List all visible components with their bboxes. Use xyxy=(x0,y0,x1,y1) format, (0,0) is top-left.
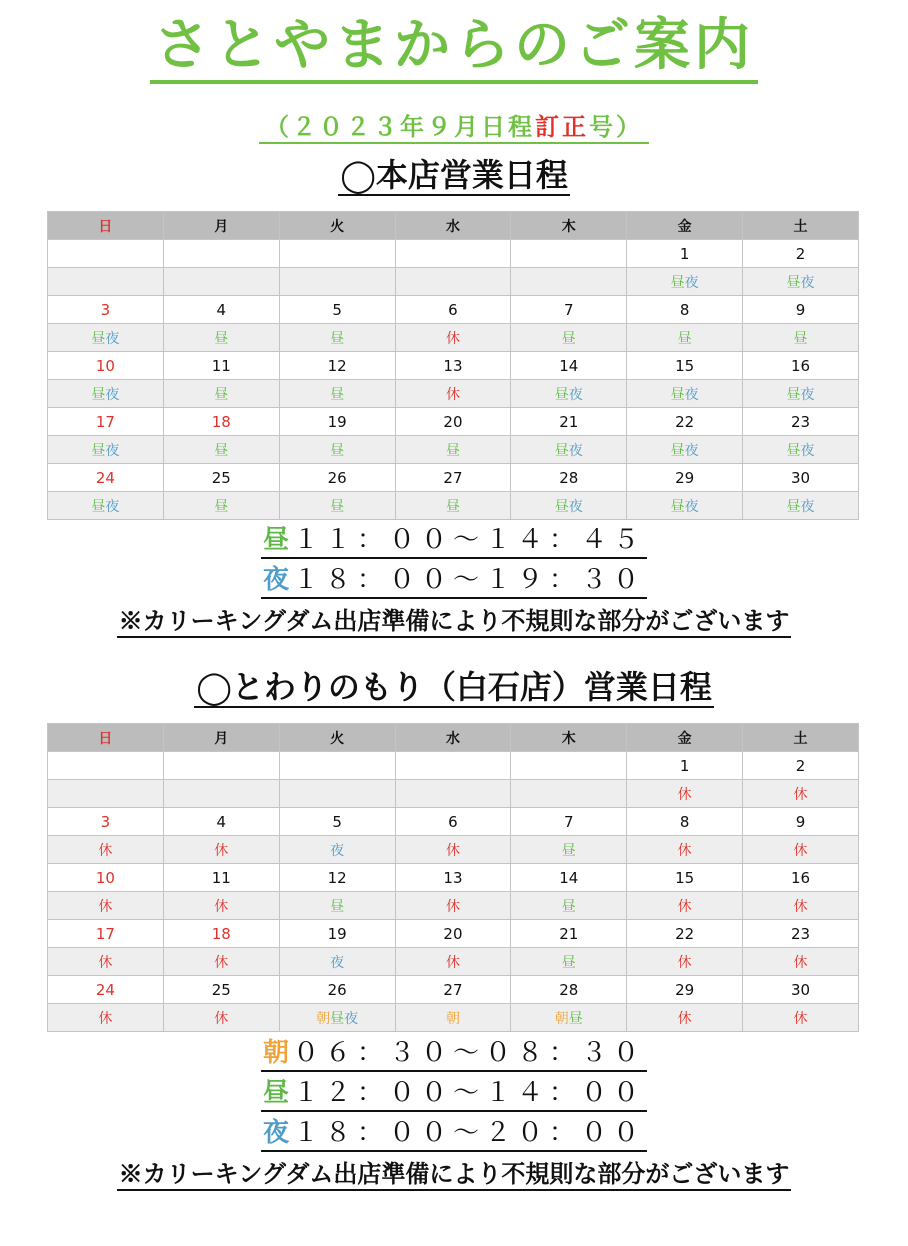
date-cell xyxy=(279,752,395,780)
status-char: 昼 xyxy=(91,498,106,515)
date-cell: 4 xyxy=(163,808,279,836)
hours-label: 昼 xyxy=(262,1078,289,1108)
status-cell xyxy=(163,380,279,408)
status-cell xyxy=(511,1004,627,1032)
date-cell: 24 xyxy=(48,464,164,492)
status-char: 休 xyxy=(98,898,113,915)
status-cell xyxy=(163,948,279,976)
status-char: 昼 xyxy=(793,330,808,347)
date-cell: 22 xyxy=(627,408,743,436)
status-cell xyxy=(627,492,743,520)
date-cell: 5 xyxy=(279,296,395,324)
status-char: 昼 xyxy=(670,274,685,291)
date-cell: 13 xyxy=(395,352,511,380)
status-cell xyxy=(163,492,279,520)
status-cell xyxy=(163,892,279,920)
status-char: 夜 xyxy=(684,274,699,291)
status-char: 昼 xyxy=(91,442,106,459)
status-char: 休 xyxy=(793,786,808,803)
weekday-header: 日 xyxy=(48,212,164,240)
status-char: 夜 xyxy=(568,498,583,515)
date-cell: 3 xyxy=(48,808,164,836)
date-cell: 6 xyxy=(395,296,511,324)
date-cell: 19 xyxy=(279,408,395,436)
hours-line xyxy=(261,1076,647,1112)
status-cell xyxy=(48,1004,164,1032)
shiroishi-store-hours xyxy=(0,1036,908,1156)
weekday-header-row xyxy=(48,724,859,752)
status-cell xyxy=(48,892,164,920)
status-char: 夜 xyxy=(344,1010,359,1027)
date-row xyxy=(48,920,859,948)
main-store-hours xyxy=(0,523,908,603)
status-cell xyxy=(511,268,627,296)
status-cell xyxy=(627,268,743,296)
hours-time: １８：００～２０：００ xyxy=(293,1118,646,1148)
date-cell xyxy=(511,752,627,780)
status-cell xyxy=(395,380,511,408)
subtitle-open: （２０２３年９月日程 xyxy=(265,112,535,141)
status-cell xyxy=(627,948,743,976)
section1-note xyxy=(0,606,908,638)
status-char: 昼 xyxy=(330,498,345,515)
status-cell xyxy=(511,836,627,864)
status-char: 昼 xyxy=(214,442,229,459)
date-cell: 19 xyxy=(279,920,395,948)
hours-row xyxy=(0,1116,908,1156)
status-cell xyxy=(163,836,279,864)
status-char: 休 xyxy=(793,954,808,971)
section1-title xyxy=(0,156,908,196)
status-char: 休 xyxy=(98,1010,113,1027)
date-cell: 13 xyxy=(395,864,511,892)
date-row xyxy=(48,864,859,892)
date-cell: 30 xyxy=(743,976,859,1004)
status-cell xyxy=(395,780,511,808)
status-cell xyxy=(279,1004,395,1032)
status-cell xyxy=(279,324,395,352)
date-row xyxy=(48,464,859,492)
date-cell xyxy=(48,752,164,780)
status-char: 夜 xyxy=(800,498,815,515)
hours-row xyxy=(0,523,908,563)
date-cell xyxy=(163,240,279,268)
date-cell: 11 xyxy=(163,352,279,380)
section2-title xyxy=(0,668,908,708)
status-cell xyxy=(395,836,511,864)
date-cell: 29 xyxy=(627,976,743,1004)
status-cell xyxy=(743,268,859,296)
weekday-header: 日 xyxy=(48,724,164,752)
date-cell xyxy=(395,752,511,780)
date-cell xyxy=(163,752,279,780)
date-cell: 28 xyxy=(511,976,627,1004)
status-char: 昼 xyxy=(670,498,685,515)
weekday-header: 金 xyxy=(627,212,743,240)
date-cell: 1 xyxy=(627,240,743,268)
status-cell xyxy=(627,892,743,920)
status-cell xyxy=(743,1004,859,1032)
section1-title-text: ◯本店営業日程 xyxy=(340,156,568,194)
hours-label: 朝 xyxy=(262,1038,289,1068)
status-cell xyxy=(627,436,743,464)
weekday-header: 水 xyxy=(395,724,511,752)
hours-row xyxy=(0,1076,908,1116)
status-char: 夜 xyxy=(800,274,815,291)
subtitle xyxy=(0,112,908,144)
date-cell: 14 xyxy=(511,864,627,892)
status-char: 昼 xyxy=(561,330,576,347)
status-row xyxy=(48,892,859,920)
weekday-header: 月 xyxy=(163,724,279,752)
weekday-header: 水 xyxy=(395,212,511,240)
weekday-header: 土 xyxy=(743,212,859,240)
status-char: 昼 xyxy=(561,842,576,859)
date-cell: 9 xyxy=(743,808,859,836)
date-cell: 10 xyxy=(48,864,164,892)
section1-note-text: ※カリーキングダム出店準備により不規則な部分がございます xyxy=(117,606,792,638)
status-cell xyxy=(48,948,164,976)
status-char: 夜 xyxy=(800,386,815,403)
date-cell: 20 xyxy=(395,920,511,948)
date-cell: 25 xyxy=(163,976,279,1004)
status-cell xyxy=(395,948,511,976)
date-cell: 11 xyxy=(163,864,279,892)
date-cell: 1 xyxy=(627,752,743,780)
status-char: 夜 xyxy=(800,442,815,459)
status-cell xyxy=(743,780,859,808)
status-cell xyxy=(743,836,859,864)
date-cell: 21 xyxy=(511,408,627,436)
date-cell: 2 xyxy=(743,240,859,268)
date-cell: 16 xyxy=(743,352,859,380)
status-char: 休 xyxy=(793,842,808,859)
status-cell xyxy=(163,780,279,808)
status-char: 昼 xyxy=(554,498,569,515)
status-cell xyxy=(627,780,743,808)
status-cell xyxy=(48,324,164,352)
status-char: 休 xyxy=(214,954,229,971)
status-char: 昼 xyxy=(330,1010,345,1027)
date-cell: 8 xyxy=(627,296,743,324)
hours-line xyxy=(261,1116,647,1152)
status-cell xyxy=(511,436,627,464)
status-cell xyxy=(511,780,627,808)
section2-note xyxy=(0,1159,908,1191)
date-cell: 2 xyxy=(743,752,859,780)
hours-time: １１：００～１４：４５ xyxy=(293,525,646,555)
status-char: 休 xyxy=(214,1010,229,1027)
status-cell xyxy=(627,324,743,352)
date-cell: 27 xyxy=(395,464,511,492)
status-cell xyxy=(743,948,859,976)
hours-label: 夜 xyxy=(262,1118,289,1148)
date-cell: 3 xyxy=(48,296,164,324)
status-char: 夜 xyxy=(684,386,699,403)
date-row xyxy=(48,296,859,324)
main-store-calendar xyxy=(47,211,859,520)
hours-time: １２：００～１４：００ xyxy=(293,1078,646,1108)
date-cell: 14 xyxy=(511,352,627,380)
status-char: 夜 xyxy=(105,442,120,459)
status-char: 昼 xyxy=(330,442,345,459)
status-char: 昼 xyxy=(445,498,460,515)
status-cell xyxy=(279,948,395,976)
status-cell xyxy=(395,324,511,352)
status-char: 昼 xyxy=(214,498,229,515)
weekday-header: 月 xyxy=(163,212,279,240)
status-row xyxy=(48,492,859,520)
status-char: 昼 xyxy=(561,898,576,915)
status-cell xyxy=(743,436,859,464)
status-cell xyxy=(48,492,164,520)
status-char: 休 xyxy=(445,330,460,347)
status-char: 昼 xyxy=(670,386,685,403)
date-cell: 26 xyxy=(279,464,395,492)
date-cell: 17 xyxy=(48,408,164,436)
status-char: 昼 xyxy=(445,442,460,459)
date-cell: 20 xyxy=(395,408,511,436)
date-cell: 29 xyxy=(627,464,743,492)
status-cell xyxy=(279,836,395,864)
date-cell: 28 xyxy=(511,464,627,492)
status-char: 昼 xyxy=(677,330,692,347)
status-char: 休 xyxy=(677,954,692,971)
date-cell: 21 xyxy=(511,920,627,948)
date-cell: 12 xyxy=(279,864,395,892)
status-char: 昼 xyxy=(670,442,685,459)
status-cell xyxy=(743,380,859,408)
weekday-header: 火 xyxy=(279,724,395,752)
section2-note-text: ※カリーキングダム出店準備により不規則な部分がございます xyxy=(117,1159,792,1191)
status-char: 昼 xyxy=(330,330,345,347)
status-cell xyxy=(279,380,395,408)
status-char: 休 xyxy=(677,898,692,915)
status-cell xyxy=(627,836,743,864)
status-char: 昼 xyxy=(786,274,801,291)
subtitle-text xyxy=(259,112,649,144)
date-cell: 4 xyxy=(163,296,279,324)
status-cell xyxy=(48,380,164,408)
status-cell xyxy=(395,436,511,464)
status-cell xyxy=(511,492,627,520)
date-cell xyxy=(511,240,627,268)
date-cell xyxy=(395,240,511,268)
status-cell xyxy=(48,268,164,296)
date-cell: 30 xyxy=(743,464,859,492)
hours-line xyxy=(261,523,647,559)
date-cell: 25 xyxy=(163,464,279,492)
status-char: 昼 xyxy=(786,442,801,459)
status-char: 昼 xyxy=(786,498,801,515)
status-cell xyxy=(279,892,395,920)
status-char: 夜 xyxy=(105,330,120,347)
status-row xyxy=(48,324,859,352)
status-cell xyxy=(48,780,164,808)
hours-line xyxy=(261,1036,647,1072)
status-char: 休 xyxy=(98,842,113,859)
status-char: 夜 xyxy=(684,498,699,515)
date-cell: 7 xyxy=(511,808,627,836)
date-cell: 26 xyxy=(279,976,395,1004)
status-char: 休 xyxy=(214,842,229,859)
section2-title-text: ◯とわりのもり（白石店）営業日程 xyxy=(196,668,712,706)
status-cell xyxy=(163,268,279,296)
date-cell xyxy=(48,240,164,268)
date-cell: 23 xyxy=(743,920,859,948)
date-row xyxy=(48,240,859,268)
status-char: 昼 xyxy=(568,1010,583,1027)
status-cell xyxy=(163,324,279,352)
date-cell: 22 xyxy=(627,920,743,948)
status-cell xyxy=(395,1004,511,1032)
status-char: 昼 xyxy=(554,386,569,403)
page-title-text: さとやまからのご案内 xyxy=(150,14,758,84)
status-cell xyxy=(48,836,164,864)
date-cell: 17 xyxy=(48,920,164,948)
status-row xyxy=(48,268,859,296)
status-char: 昼 xyxy=(91,386,106,403)
page-title xyxy=(0,14,908,84)
status-row xyxy=(48,948,859,976)
status-char: 昼 xyxy=(330,898,345,915)
date-cell: 27 xyxy=(395,976,511,1004)
status-cell xyxy=(511,324,627,352)
date-row xyxy=(48,976,859,1004)
status-cell xyxy=(627,380,743,408)
status-char: 休 xyxy=(445,898,460,915)
status-cell xyxy=(279,492,395,520)
status-cell xyxy=(279,436,395,464)
status-char: 朝 xyxy=(316,1010,331,1027)
weekday-header: 木 xyxy=(511,724,627,752)
weekday-header: 木 xyxy=(511,212,627,240)
status-cell xyxy=(279,268,395,296)
status-cell xyxy=(743,892,859,920)
status-char: 夜 xyxy=(684,442,699,459)
status-cell xyxy=(395,268,511,296)
weekday-header: 火 xyxy=(279,212,395,240)
status-char: 夜 xyxy=(105,386,120,403)
status-cell xyxy=(511,892,627,920)
status-cell xyxy=(511,948,627,976)
status-row xyxy=(48,380,859,408)
status-char: 朝 xyxy=(445,1010,460,1027)
status-char: 夜 xyxy=(568,442,583,459)
date-cell: 15 xyxy=(627,864,743,892)
status-char: 昼 xyxy=(214,386,229,403)
status-row xyxy=(48,436,859,464)
status-char: 昼 xyxy=(330,386,345,403)
hours-row xyxy=(0,563,908,603)
date-row xyxy=(48,752,859,780)
date-cell: 10 xyxy=(48,352,164,380)
date-cell: 12 xyxy=(279,352,395,380)
status-char: 昼 xyxy=(554,442,569,459)
status-char: 休 xyxy=(445,954,460,971)
status-char: 夜 xyxy=(568,386,583,403)
status-cell xyxy=(163,1004,279,1032)
date-cell: 15 xyxy=(627,352,743,380)
date-row xyxy=(48,352,859,380)
hours-time: ０６：３０～０８：３０ xyxy=(293,1038,646,1068)
status-char: 休 xyxy=(793,1010,808,1027)
status-cell xyxy=(627,1004,743,1032)
status-cell xyxy=(511,380,627,408)
date-row xyxy=(48,808,859,836)
hours-line xyxy=(261,563,647,599)
weekday-header: 金 xyxy=(627,724,743,752)
hours-time: １８：００～１９：３０ xyxy=(293,565,646,595)
status-cell xyxy=(743,492,859,520)
date-cell: 8 xyxy=(627,808,743,836)
status-char: 休 xyxy=(793,898,808,915)
hours-label: 夜 xyxy=(262,565,289,595)
status-char: 休 xyxy=(677,842,692,859)
date-cell: 24 xyxy=(48,976,164,1004)
status-row xyxy=(48,780,859,808)
date-cell: 16 xyxy=(743,864,859,892)
status-char: 昼 xyxy=(214,330,229,347)
weekday-header-row xyxy=(48,212,859,240)
date-cell: 23 xyxy=(743,408,859,436)
subtitle-correction: 訂正 xyxy=(535,112,589,141)
date-cell: 18 xyxy=(163,920,279,948)
status-cell xyxy=(743,324,859,352)
date-row xyxy=(48,408,859,436)
weekday-header: 土 xyxy=(743,724,859,752)
date-cell: 6 xyxy=(395,808,511,836)
date-cell: 18 xyxy=(163,408,279,436)
status-char: 休 xyxy=(98,954,113,971)
status-char: 夜 xyxy=(105,498,120,515)
status-char: 昼 xyxy=(561,954,576,971)
hours-row xyxy=(0,1036,908,1076)
status-cell xyxy=(395,892,511,920)
shiroishi-store-calendar xyxy=(47,723,859,1032)
date-cell: 9 xyxy=(743,296,859,324)
date-cell: 7 xyxy=(511,296,627,324)
status-char: 休 xyxy=(677,1010,692,1027)
status-char: 夜 xyxy=(330,842,345,859)
status-cell xyxy=(395,492,511,520)
date-cell xyxy=(279,240,395,268)
status-char: 休 xyxy=(214,898,229,915)
status-cell xyxy=(163,436,279,464)
status-char: 休 xyxy=(445,386,460,403)
status-char: 夜 xyxy=(330,954,345,971)
status-cell xyxy=(279,780,395,808)
status-char: 休 xyxy=(677,786,692,803)
status-cell xyxy=(48,436,164,464)
status-row xyxy=(48,1004,859,1032)
subtitle-close: 号） xyxy=(589,112,643,141)
date-cell: 5 xyxy=(279,808,395,836)
hours-label: 昼 xyxy=(262,525,289,555)
status-char: 休 xyxy=(445,842,460,859)
status-char: 朝 xyxy=(554,1010,569,1027)
status-char: 昼 xyxy=(786,386,801,403)
status-row xyxy=(48,836,859,864)
status-char: 昼 xyxy=(91,330,106,347)
